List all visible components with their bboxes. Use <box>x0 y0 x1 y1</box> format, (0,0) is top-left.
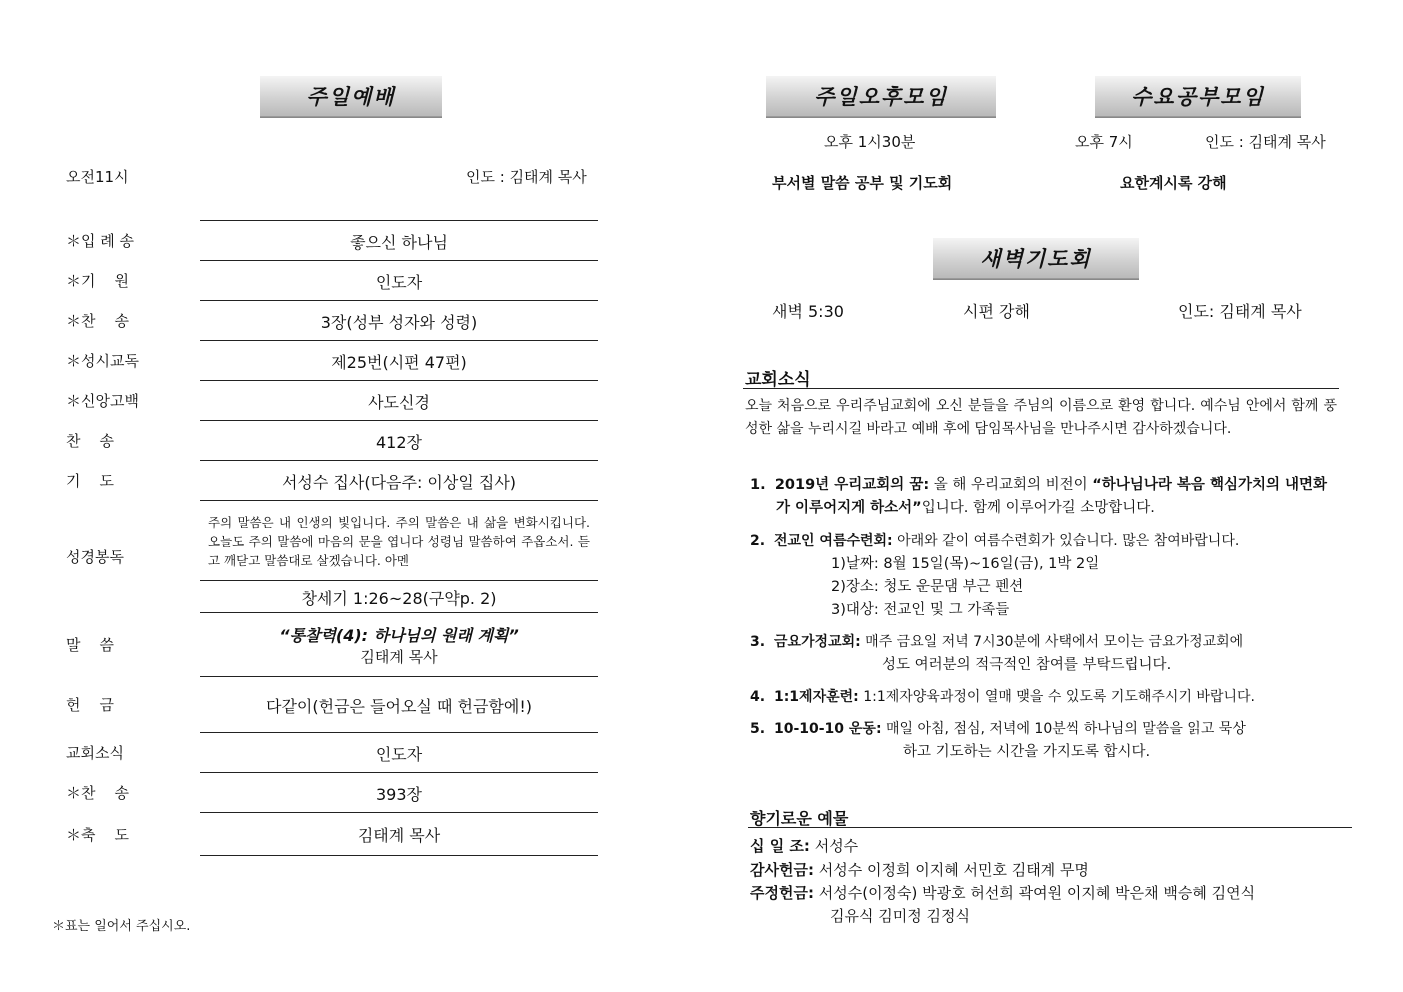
order-row-8 <box>200 500 598 581</box>
wednesday-desc: 요한계시록 강해 <box>1120 174 1227 192</box>
order-value-4: 제25번(시편 47편) <box>331 352 467 372</box>
news-item-2-sub-2: 2)장소: 청도 운문댐 부근 펜션 <box>831 579 1024 595</box>
worship-time: 오전11시 <box>66 168 129 186</box>
order-label-7: 기 도 <box>66 472 115 490</box>
order-label-6: 찬 송 <box>66 432 115 450</box>
offering-row-tithe: 십 일 조: 서성수 <box>750 837 859 855</box>
order-row-10 <box>200 676 598 733</box>
order-row-7 <box>200 460 598 501</box>
order-row-11 <box>200 732 598 773</box>
afternoon-time: 오후 1시30분 <box>824 133 916 151</box>
wednesday-time: 오후 7시 <box>1075 133 1133 151</box>
order-row-13 <box>200 812 598 856</box>
order-label-3: ＊찬 송 <box>66 312 130 330</box>
order-row-2 <box>200 260 598 301</box>
news-item-3-cont: 성도 여러분의 적극적인 참여를 부탁드립니다. <box>882 657 1172 673</box>
order-value-10: 다같이(헌금은 들어오실 때 헌금함에!) <box>266 696 532 716</box>
news-item-5-cont: 하고 기도하는 시간을 가지도록 합시다. <box>903 744 1151 760</box>
dawn-time: 새벽 5:30 <box>772 302 844 321</box>
news-item-2-sub-1: 1)날짜: 8월 15일(목)~16일(금), 1박 2일 <box>831 556 1100 572</box>
order-label-2: ＊기 원 <box>66 272 130 290</box>
news-item-5: 5. 10-10-10 운동: 매일 아침, 점심, 저녁에 10분씩 하나님의 말씀을 읽고 묵상 <box>750 721 1246 737</box>
order-value-13: 김태계 목사 <box>357 826 441 845</box>
wednesday-leader: 인도 : 김태계 목사 <box>1205 133 1326 151</box>
order-label-8: 성경봉독 <box>66 548 124 566</box>
order-value-9: “통찰력(4): 하나님의 원래 계획” <box>279 626 519 645</box>
order-value-8: 주의 말씀은 내 인생의 빛입니다. 주의 말씀은 내 삶을 변화시킵니다. 오늘도 주의 말씀에 마음의 문을 엽니다 성령님 말씀하여 주옵소서. 듣고 깨닫고 말씀대로 살겠습니다. 아멘 <box>208 514 590 568</box>
order-value-8-b: 창세기 1:26~28(구약p. 2) <box>301 588 497 608</box>
order-row-8-b <box>200 580 598 613</box>
order-label-10: 헌 금 <box>66 696 115 714</box>
order-value-6: 412장 <box>376 432 422 452</box>
order-label-9: 말 씀 <box>66 636 115 654</box>
order-label-12: ＊찬 송 <box>66 784 130 802</box>
dawn-leader: 인도: 김태계 목사 <box>1178 302 1302 321</box>
order-value-1: 좋으신 하나님 <box>350 232 448 252</box>
news-item-2: 2. 전교인 여름수련회: 아래와 같이 여름수련회가 있습니다. 많은 참여바랍니다. <box>750 533 1240 549</box>
order-label-5: ＊신앙고백 <box>66 392 139 410</box>
news-item-3: 3. 금요가정교회: 매주 금요일 저녁 7시30분에 사택에서 모이는 금요가정교회에 <box>750 634 1244 650</box>
order-label-13: ＊축 도 <box>66 825 130 844</box>
order-row-9 <box>200 612 598 677</box>
order-row-3 <box>200 300 598 341</box>
wednesday-banner: 수요공부모임 <box>1095 76 1301 117</box>
offering-title: 향기로운 예물 <box>750 809 849 828</box>
order-value-5: 사도신경 <box>368 392 430 412</box>
offering-row-weekly: 주정헌금: 서성수(이정숙) 박광호 허선희 곽여원 이지혜 박은채 백승혜 김연식 <box>750 884 1256 902</box>
afternoon-banner: 주일오후모임 <box>766 76 996 117</box>
worship-leader: 인도 : 김태계 목사 <box>466 168 587 186</box>
order-row-4 <box>200 340 598 381</box>
order-row-6 <box>200 420 598 461</box>
order-value-2: 인도자 <box>375 272 423 292</box>
order-row-5 <box>200 380 598 421</box>
sunday-worship-banner: 주일예배 <box>260 76 442 117</box>
news-item-1: 1. 2019년 우리교회의 꿈: 올 해 우리교회의 비전이 “하나님나라 복음 핵심가치의 내면화가 이루어지게 하소서”입니다. 함께 이루어가길 소망합니다. <box>750 477 1328 516</box>
order-label-1: ＊입 례 송 <box>66 232 135 250</box>
order-value-12: 393장 <box>376 784 422 804</box>
order-label-11: 교회소식 <box>66 744 124 762</box>
news-intro: 오늘 처음으로 우리주님교회에 오신 분들을 주님의 이름으로 환영 합니다. 예수님 안에서 함께 풍성한 삶을 누리시길 바라고 예배 후에 담임목사님을 만나주시면 감사하겠습니다. <box>745 398 1337 437</box>
news-title: 교회소식 <box>745 370 811 390</box>
dawn-banner: 새벽기도회 <box>933 238 1139 279</box>
news-item-4: 4. 1:1제자훈련: 1:1제자양육과정이 열매 맺을 수 있도록 기도해주시기 바랍니다. <box>750 689 1255 705</box>
order-value-3: 3장(성부 성자와 성령) <box>320 312 478 332</box>
offering-row-thanks: 감사헌금: 서성수 이정희 이지혜 서민호 김태계 무명 <box>750 861 1089 879</box>
order-value-7: 서성수 집사(다음주: 이상일 집사) <box>281 472 517 492</box>
offering-row-weekly-cont: 김유식 김미정 김정식 <box>830 907 970 925</box>
order-row-1 <box>200 220 598 261</box>
footnote: ＊표는 일어서 주십시오. <box>52 919 191 934</box>
news-item-2-sub-3: 3)대상: 전교인 및 그 가족들 <box>831 602 1010 618</box>
order-label-4: ＊성시교독 <box>66 352 139 370</box>
afternoon-desc: 부서별 말씀 공부 및 기도회 <box>772 174 953 192</box>
order-row-12 <box>200 772 598 813</box>
order-value-9-b: 김태계 목사 <box>360 648 438 666</box>
dawn-desc: 시편 강해 <box>963 302 1030 321</box>
order-value-11: 인도자 <box>375 744 423 764</box>
